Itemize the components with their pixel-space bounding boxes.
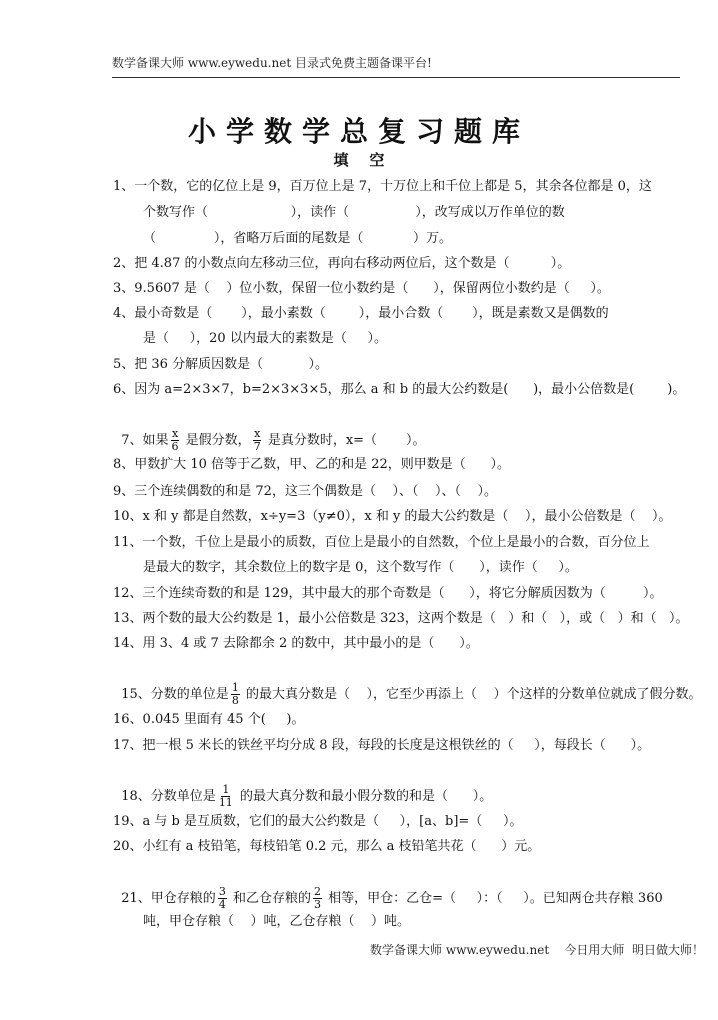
question-19: 19、a 与 b 是互质数，它们的最大公约数是（ ），[a、b]=（ ）。 (113, 814, 523, 829)
question-20: 20、小红有 a 枝铅笔，每枝铅笔 0.2 元，那么 a 枝铅笔共花（ ）元。 (113, 839, 541, 854)
question-4-line-2: 是（ ），20 以内最大的素数是（ ）。 (143, 331, 387, 346)
question-16: 16、0.045 里面有 45 个( )。 (113, 712, 305, 727)
fraction-1-over-11: $\frac{1}{11}$ (218, 783, 233, 809)
page-header: 数学备课大师 www.eywedu.net 目录式免费主题备课平台! (112, 54, 680, 78)
question-5: 5、把 36 分解质因数是（ ）。 (113, 357, 329, 372)
question-21-line-1: 21、甲仓存粮的 $\frac{3}{4}$ 和乙仓存粮的 $\frac{2}{3}$ 相等，甲仓：乙仓=（ ）：（ ）。已知两仓共存粮 360 (121, 885, 663, 911)
section-title: 填 空 (333, 151, 385, 169)
question-21-line-2: 吨，甲仓存粮（ ）吨，乙仓存粮（ ）吨。 (143, 914, 411, 929)
page-footer: 数学备课大师 www.eywedu.net 今日用大师 明日做大师！ (370, 943, 705, 957)
question-10: 10、x 和 y 都是自然数，x÷y=3（y≠0），x 和 y 的最大公约数是（ ），最小公倍数是（ ）。 (113, 509, 672, 524)
question-15: 15、分数的单位是 $\frac{1}{8}$ 的最大真分数是（ ），它至少再添上（ ）个这样的分数单位就成了假分数。 (121, 681, 702, 707)
question-1-line-1: 1、一个数，它的亿位上是 9，百万位上是 7，十万位上和千位上都是 5，其余各位都是 0，这 (113, 179, 652, 194)
question-18: 18、分数单位是 $\frac{1}{11}$ 的最大真分数和最小假分数的和是（ ）。 (121, 783, 493, 809)
page-title: 小学数学总复习题库 (187, 115, 530, 148)
question-17: 17、把一根 5 米长的铁丝平均分成 8 段，每段的长度是这根铁丝的（ ），每段长（ ）。 (113, 738, 651, 753)
fraction-1-over-8: $\frac{1}{8}$ (231, 681, 239, 707)
fraction-x-over-7: $\frac{x}{7}$ (253, 427, 261, 453)
question-14: 14、用 3、4 或 7 去除都余 2 的数中，其中最小的是（ ）。 (113, 636, 479, 651)
question-6: 6、因为 a=2×3×7，b=2×3×3×5，那么 a 和 b 的最大公约数是( )，最小公倍数是( )。 (113, 382, 686, 397)
question-7: 7、如果 $\frac{x}{6}$ 是假分数， $\frac{x}{7}$ 是真分数时，x=（ ）。 (121, 427, 426, 453)
question-4-line-1: 4、最小奇数是（ ），最小素数（ ），最小合数（ ），既是素数又是偶数的 (113, 306, 609, 321)
question-11-line-1: 11、一个数，千位上是最小的质数，百位上是最小的自然数，个位上是最小的合数，百分位上 (113, 535, 650, 550)
question-2: 2、把 4.87 的小数点向左移动三位，再向右移动两位后，这个数是（ ）。 (113, 256, 571, 271)
question-8: 8、甲数扩大 10 倍等于乙数，甲、乙的和是 22，则甲数是（ ）。 (113, 457, 511, 472)
question-12: 12、三个连续奇数的和是 129，其中最大的那个奇数是（ ），将它分解质因数为（ ）。 (113, 586, 663, 601)
fraction-3-over-4: $\frac{3}{4}$ (218, 885, 226, 911)
question-9: 9、三个连续偶数的和是 72，这三个偶数是（ ）、（ ）、（ ）。 (113, 484, 498, 499)
question-13: 13、两个数的最大公约数是 1，最小公倍数是 323，这两个数是（ ）和（ ），或（ ）和（ ）。 (113, 611, 689, 626)
question-1-line-2: 个数写作（ ），读作（ ），改写成以万作单位的数 (143, 205, 565, 220)
question-11-line-2: 是最大的数字，其余数位上的数字是 0，这个数写作（ ），读作（ ）。 (143, 560, 578, 575)
fraction-x-over-6: $\frac{x}{6}$ (171, 427, 179, 453)
question-3: 3、9.5607 是（ ）位小数，保留一位小数约是（ ），保留两位小数约是（ ）。 (113, 281, 610, 296)
question-1-line-3: （ ），省略万后面的尾数是（ ）万。 (143, 231, 452, 246)
fraction-2-over-3: $\frac{2}{3}$ (313, 885, 321, 911)
